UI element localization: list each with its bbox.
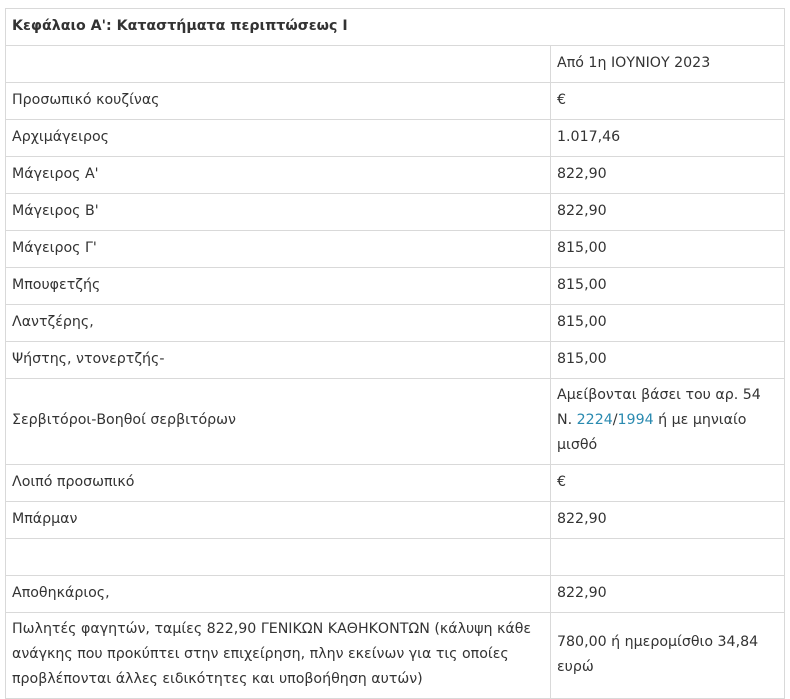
row-value	[551, 539, 785, 576]
table-row	[6, 83, 785, 120]
row-label: Μπάρμαν	[6, 502, 551, 539]
row-value: 822,90	[551, 502, 785, 539]
law-link-2224[interactable]: 2224	[576, 412, 613, 428]
law-link-1994[interactable]: 1994	[617, 412, 654, 428]
table-title-row	[6, 9, 785, 46]
row-label: Μπουφετζής	[6, 268, 551, 305]
table-row	[6, 120, 785, 157]
table-row-empty	[6, 539, 785, 576]
table-row	[6, 305, 785, 342]
header-empty-cell	[6, 46, 551, 83]
table-header-row	[6, 46, 785, 83]
row-label: Αρχιμάγειρος	[6, 120, 551, 157]
row-value: 1.017,46	[551, 120, 785, 157]
row-value: 822,90	[551, 194, 785, 231]
row-label: Αποθηκάριος,	[6, 576, 551, 613]
row-value: 822,90	[551, 576, 785, 613]
table-row-waiters	[6, 379, 785, 465]
waiters-value-cell	[551, 379, 785, 465]
row-value: 815,00	[551, 342, 785, 379]
row-value: €	[551, 83, 785, 120]
row-value: €	[551, 465, 785, 502]
table-row	[6, 231, 785, 268]
table-row	[6, 342, 785, 379]
row-label: Μάγειρος Β'	[6, 194, 551, 231]
table-row	[6, 268, 785, 305]
row-label: Ψήστης, ντονερτζής-	[6, 342, 551, 379]
table-title: Κεφάλαιο Α': Καταστήματα περιπτώσεως Ι	[6, 9, 785, 46]
header-date-cell: Από 1η ΙΟΥΝΙΟΥ 2023	[551, 46, 785, 83]
row-label	[6, 539, 551, 576]
row-label: Σερβιτόροι-Βοηθοί σερβιτόρων	[6, 379, 551, 465]
row-value: 780,00 ή ημερομίσθιο 34,84 ευρώ	[551, 613, 785, 699]
table-row	[6, 465, 785, 502]
row-value: 822,90	[551, 157, 785, 194]
waiters-text-after: ή με μηνιαίο μισθό	[557, 412, 747, 453]
row-value: 815,00	[551, 231, 785, 268]
table-row	[6, 576, 785, 613]
row-value: 815,00	[551, 305, 785, 342]
wage-table	[5, 8, 785, 699]
row-label: Λαντζέρης,	[6, 305, 551, 342]
row-value: 815,00	[551, 268, 785, 305]
table-row	[6, 194, 785, 231]
law-separator: /	[612, 412, 618, 428]
row-label: Πωλητές φαγητών, ταμίες 822,90 ΓΕΝΙΚΩΝ ΚΑΘΗΚΟΝΤΩΝ (κάλυψη κάθε ανάγκης που προκύπτει στην επιχείρηση, πλην εκείνων για τις οποίες προβλέπονται άλλες ειδικότητες και υποβοήθηση αυτών)	[6, 613, 551, 699]
row-label: Λοιπό προσωπικό	[6, 465, 551, 502]
row-label: Προσωπικό κουζίνας	[6, 83, 551, 120]
table-row	[6, 157, 785, 194]
waiters-text-before: Αμείβονται βάσει του αρ. 54 Ν.	[557, 387, 761, 428]
row-label: Μάγειρος Α'	[6, 157, 551, 194]
row-label: Μάγειρος Γ'	[6, 231, 551, 268]
table-row	[6, 502, 785, 539]
